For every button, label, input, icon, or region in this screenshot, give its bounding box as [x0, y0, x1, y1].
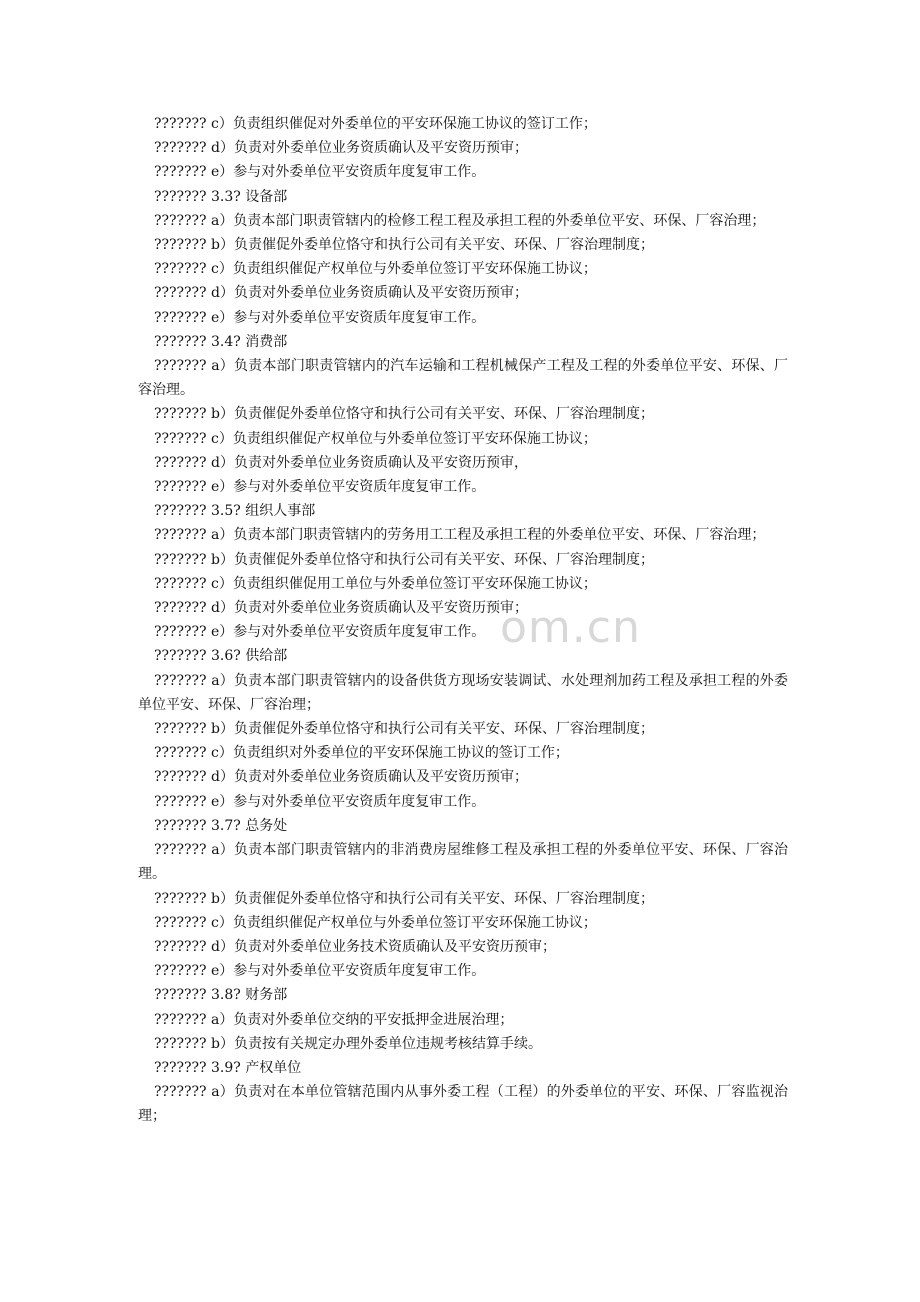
- document-line: ??????? b）负责催促外委单位恪守和执行公司有关平安、环保、厂容治理制度；: [154, 721, 654, 738]
- document-line: ??????? a）负责本部门职责管辖内的检修工程工程及承担工程的外委单位平安、环保、厂容治理；: [154, 212, 766, 229]
- document-line: ??????? c）负责组织催促用工单位与外委单位签订平安环保施工协议；: [154, 575, 597, 592]
- document-line: ??????? d）负责对外委单位业务资质确认及平安资历预审；: [154, 600, 528, 617]
- document-line: ??????? b）负责催促外委单位恪守和执行公司有关平安、环保、厂容治理制度；: [154, 237, 654, 254]
- document-line: ??????? c）负责组织催促产权单位与外委单位签订平安环保施工协议；: [154, 430, 597, 447]
- document-line: ??????? e）参与对外委单位平安资质年度复审工作。: [154, 793, 486, 810]
- document-line: ??????? 3.8? 财务部: [154, 987, 288, 1004]
- document-line: ??????? c）负责组织催促产权单位与外委单位签订平安环保施工协议；: [154, 914, 597, 931]
- document-line: ??????? a）负责本部门职责管辖内的劳务用工工程及承担工程的外委单位平安、环保、厂容治理；: [154, 527, 766, 544]
- document-line: ??????? d）负责对外委单位业务资质确认及平安资历预审；: [154, 140, 528, 157]
- document-line: ??????? 3.7? 总务处: [154, 817, 288, 834]
- document-line: ??????? e）参与对外委单位平安资质年度复审工作。: [154, 624, 486, 641]
- document-line: ??????? e）参与对外委单位平安资质年度复审工作。: [154, 309, 486, 326]
- document-line: ??????? c）负责组织对外委单位的平安环保施工协议的签订工作；: [154, 745, 569, 762]
- document-line: ??????? 3.6? 供给部: [154, 648, 288, 665]
- document-line: ??????? e）参与对外委单位平安资质年度复审工作。: [154, 963, 486, 980]
- document-line: ??????? e）参与对外委单位平安资质年度复审工作。: [154, 479, 486, 496]
- document-line: ??????? 3.9? 产权单位: [154, 1059, 302, 1076]
- document-line: ??????? a）负责对外委单位交纳的平安抵押金进展治理；: [154, 1011, 514, 1028]
- document-line: ??????? 3.3? 设备部: [154, 188, 288, 205]
- document-line: ??????? c）负责组织催促对外委单位的平安环保施工协议的签订工作；: [154, 116, 597, 132]
- document-line: ??????? e）参与对外委单位平安资质年度复审工作。: [154, 164, 486, 181]
- document-line: ??????? 3.5? 组织人事部: [154, 503, 316, 520]
- document-line: ??????? d）负责对外委单位业务技术资质确认及平安资历预审；: [154, 938, 556, 955]
- document-line: ??????? a）负责本部门职责管辖内的汽车运输和工程机械保产工程及工程的外委单位平安、环保、厂容治理。: [138, 358, 788, 399]
- document-line: ??????? a）负责本部门职责管辖内的设备供货方现场安装调试、水处理剂加药工程及承担工程的外委单位平安、环保、厂容治理；: [138, 672, 788, 713]
- document-line: ??????? b）负责催促外委单位恪守和执行公司有关平安、环保、厂容治理制度；: [154, 551, 654, 568]
- document-line: ??????? a）负责本部门职责管辖内的非消费房屋维修工程及承担工程的外委单位平安、环保、厂容治理。: [138, 842, 788, 883]
- document-line: ??????? c）负责组织催促产权单位与外委单位签订平安环保施工协议；: [154, 261, 597, 278]
- document-line: ??????? d）负责对外委单位业务资质确认及平安资历预审，: [154, 454, 528, 471]
- document-line: ??????? b）负责催促外委单位恪守和执行公司有关平安、环保、厂容治理制度；: [154, 890, 654, 907]
- document-line: ??????? d）负责对外委单位业务资质确认及平安资历预审；: [154, 285, 528, 302]
- watermark: om.cn: [500, 602, 641, 653]
- document-line: ??????? b）负责催促外委单位恪守和执行公司有关平安、环保、厂容治理制度；: [154, 406, 654, 423]
- document-line: ??????? d）负责对外委单位业务资质确认及平安资历预审；: [154, 769, 528, 786]
- document-line: ??????? b）负责按有关规定办理外委单位违规考核结算手续。: [154, 1035, 542, 1052]
- document-line: ??????? 3.4? 消费部: [154, 333, 288, 350]
- document-line: ??????? a）负责对在本单位管辖范围内从事外委工程（工程）的外委单位的平安、环保、厂容监视治理；: [138, 1084, 788, 1125]
- document-body: [138, 112, 788, 1129]
